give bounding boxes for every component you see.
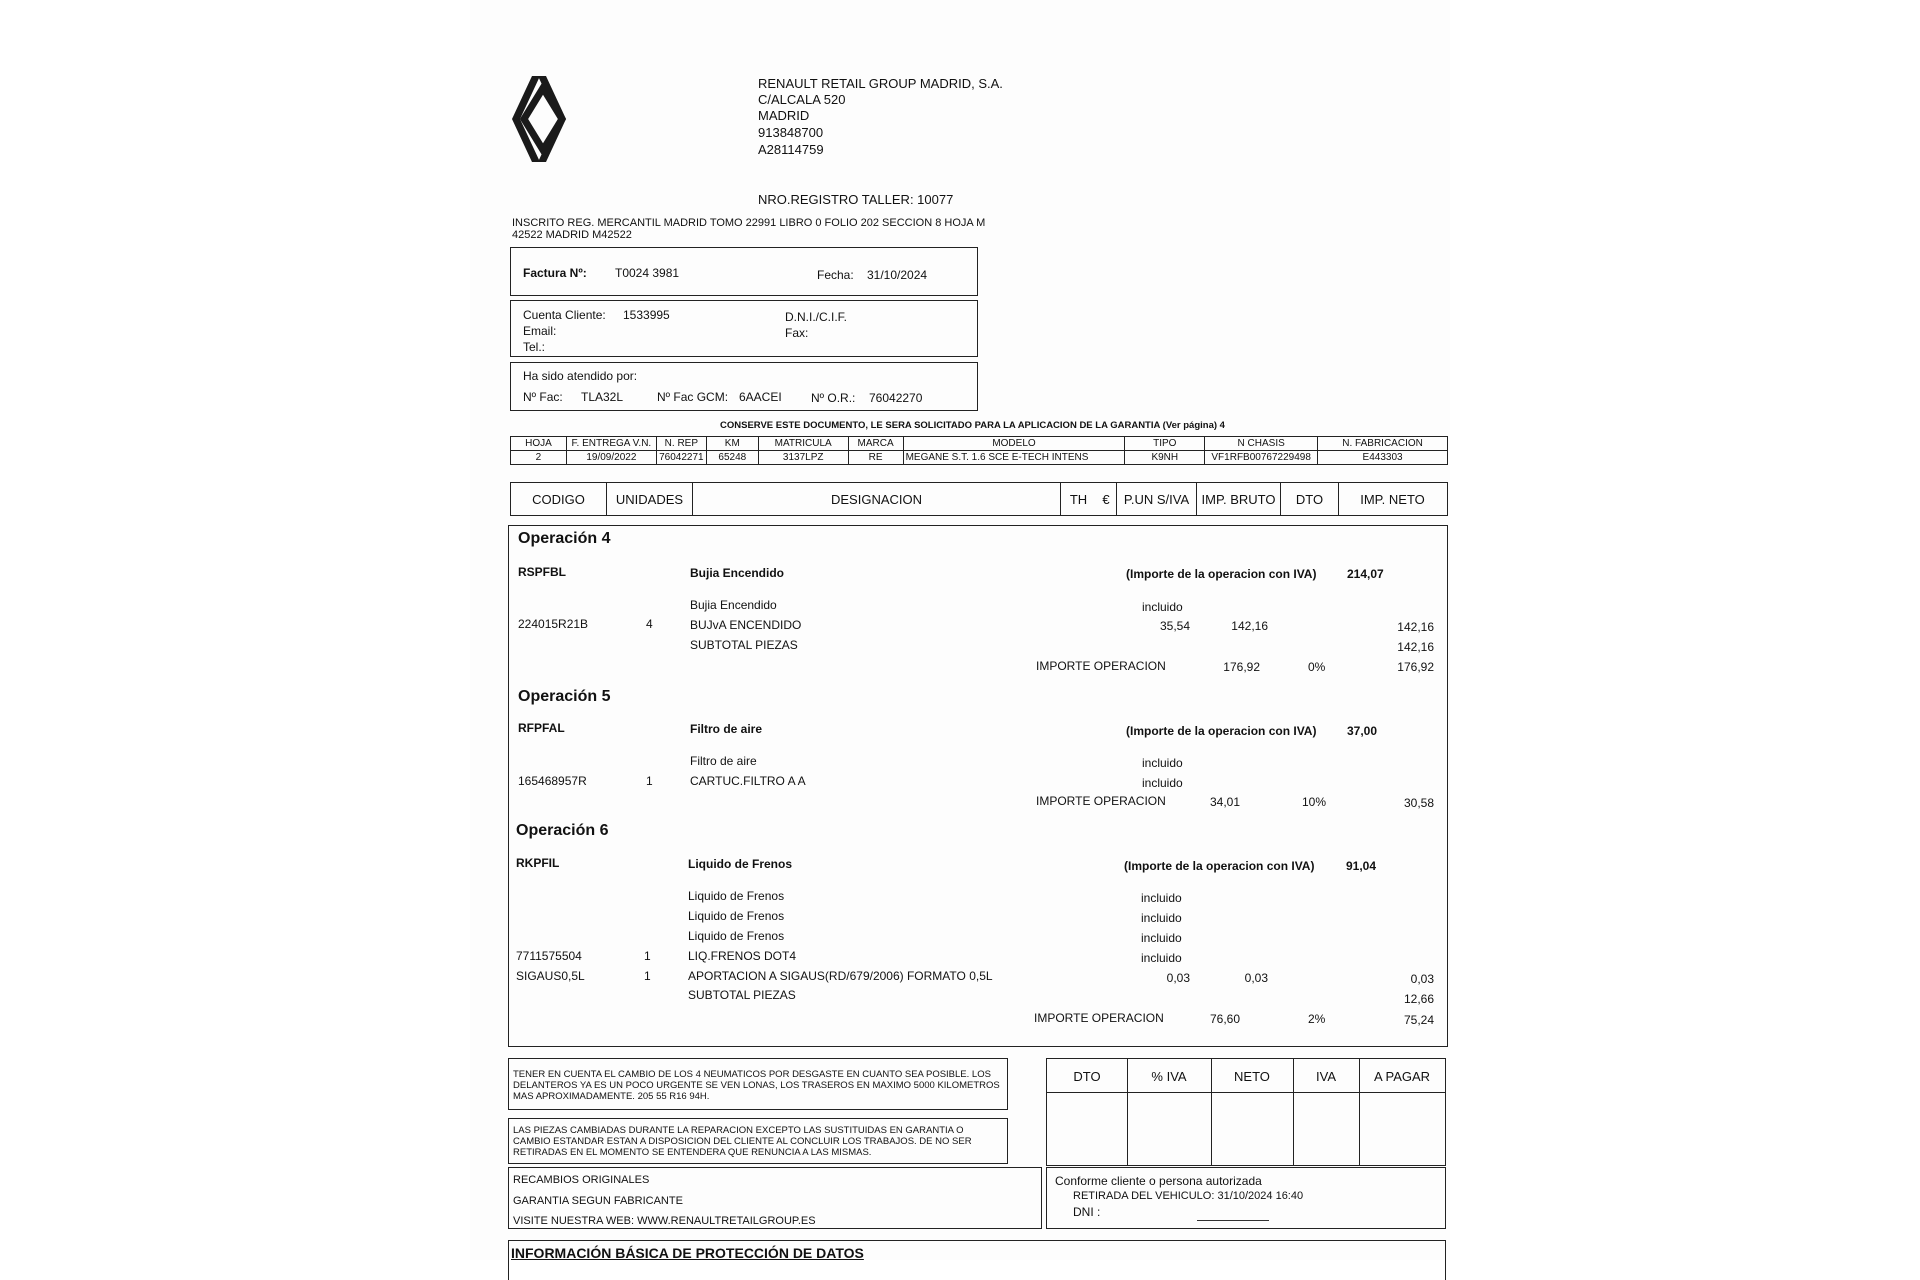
vehicle-value-cell: RE [848, 451, 903, 465]
operation-importe-value: 37,00 [1347, 724, 1378, 738]
line-desc: CARTUC.FILTRO A A [690, 774, 806, 788]
note-piezas: LAS PIEZAS CAMBIADAS DURANTE LA REPARACION EXCEPTO LAS SUSTITUIDAS EN GARANTIA O CAMBIO ESTANDAR ESTAN A DISPOSICION DEL CLIENTE AL CONCLUIR LOS TRABAJOS. DE NO SER RETIRADAS EN EL MOMENTO SE ENTENDERA QUE RENUNCIA A LAS MISMAS. [513, 1125, 972, 1158]
company-address: C/ALCALA 520 [758, 92, 846, 107]
vehicle-header-cell: HOJA [511, 437, 567, 451]
factura-label: Factura Nº: [523, 266, 587, 280]
line-pun: incluido [1142, 776, 1183, 790]
company-name: RENAULT RETAIL GROUP MADRID, S.A. [758, 76, 1003, 91]
vehicle-value-cell: E443303 [1318, 451, 1448, 465]
vehicle-table [510, 436, 1448, 465]
proteccion-datos-title: INFORMACIÓN BÁSICA DE PROTECCIÓN DE DATOS [511, 1245, 864, 1261]
vehicle-value-cell: 2 [511, 451, 567, 465]
website-text: VISITE NUESTRA WEB: WWW.RENAULTRETAILGROUP.ES [513, 1215, 816, 1227]
or-label: Nº O.R.: [811, 391, 856, 405]
operation-importe-label: (Importe de la operacion con IVA) [1124, 859, 1315, 873]
vehicle-header-cell: MATRICULA [758, 437, 848, 451]
line-pun: 35,54 [1159, 619, 1190, 633]
client-box [510, 300, 978, 357]
conforme-box [1046, 1167, 1446, 1229]
operation-name: Bujia Encendido [690, 566, 785, 580]
total-bruto: 34,01 [1209, 795, 1240, 809]
vehicle-value-cell: K9NH [1125, 451, 1205, 465]
lines-header [510, 482, 1448, 516]
cuenta-cliente-value: 1533995 [623, 308, 670, 322]
vehicle-header-cell: KM [706, 437, 758, 451]
attended-box [510, 362, 978, 411]
col-th: TH [1060, 483, 1096, 515]
vehicle-value-cell: 19/09/2022 [566, 451, 656, 465]
operation-importe-value: 214,07 [1347, 567, 1384, 581]
total-neto: 30,58 [1403, 796, 1434, 810]
line-pun: 0,03 [1166, 971, 1190, 985]
renault-logo [510, 74, 576, 164]
operation-name: Filtro de aire [690, 722, 763, 736]
conforme-label: Conforme cliente o persona autorizada [1055, 1174, 1262, 1188]
line-desc: Filtro de aire [690, 754, 757, 768]
note-box-1 [508, 1058, 1008, 1110]
line-units: 4 [646, 617, 653, 631]
col-euro: € [1102, 491, 1110, 507]
totals-header-neto: NETO [1234, 1069, 1270, 1084]
tel-label: Tel.: [523, 340, 546, 354]
totals-header-dto: DTO [1073, 1069, 1101, 1084]
operation-code: RKPFIL [516, 856, 560, 870]
footer-box [508, 1240, 1446, 1280]
note-box-2 [508, 1118, 1008, 1164]
operation-title: Operación 4 [518, 530, 611, 547]
garantia-fabricante: GARANTIA SEGUN FABRICANTE [513, 1195, 683, 1207]
line-neto: 0,03 [1410, 972, 1434, 986]
email-label: Email: [523, 324, 557, 338]
line-bruto: 142,16 [1231, 619, 1268, 633]
atendido-label: Ha sido atendido por: [523, 369, 638, 383]
conserve-note: CONSERVE ESTE DOCUMENTO, LE SERA SOLICITADO PARA LA APLICACION DE LA GARANTIA (Ver página) 4 [720, 420, 1225, 431]
nfac-value: TLA32L [581, 390, 624, 404]
line-desc: Liquido de Frenos [688, 929, 785, 943]
operation-title: Operación 6 [516, 822, 609, 839]
line-desc: LIQ.FRENOS DOT4 [688, 949, 797, 963]
or-value: 76042270 [869, 391, 923, 405]
line-code: 224015R21B [518, 617, 589, 631]
total-dto: 10% [1302, 795, 1327, 809]
col-designacion: DESIGNACION [692, 483, 1060, 515]
total-bruto: 76,60 [1209, 1012, 1240, 1026]
factura-number: T0024 3981 [615, 266, 680, 280]
invoice-page [470, 0, 1450, 1260]
line-pun: incluido [1142, 756, 1183, 770]
line-desc: BUJvA ENCENDIDO [690, 618, 802, 632]
col-dto: DTO [1280, 483, 1338, 515]
col-bruto: IMP. BRUTO [1196, 483, 1280, 515]
registro-mercantil-line2: 42522 MADRID M42522 [512, 229, 632, 241]
nfac-label: Nº Fac: [523, 390, 563, 404]
operation-code: RFPFAL [518, 721, 565, 735]
factura-box [510, 247, 978, 296]
line-neto: 142,16 [1397, 640, 1434, 654]
operation-importe-label: (Importe de la operacion con IVA) [1126, 567, 1317, 581]
line-neto: 142,16 [1397, 620, 1434, 634]
total-neto: 176,92 [1397, 660, 1434, 674]
operation-title: Operación 5 [518, 688, 611, 705]
line-units: 1 [644, 969, 651, 983]
company-phone: 913848700 [758, 125, 824, 140]
vehicle-header-cell: N CHASIS [1205, 437, 1318, 451]
dni-label: D.N.I./C.I.F. [785, 310, 848, 324]
registro-taller: NRO.REGISTRO TALLER: 10077 [758, 192, 954, 207]
operation-code: RSPFBL [518, 565, 566, 579]
totals-header-iva-pct: % IVA [1151, 1069, 1187, 1084]
dni-signature-label: DNI : [1073, 1205, 1101, 1219]
signature-line [1197, 1220, 1269, 1221]
vehicle-header-cell: MODELO [903, 437, 1125, 451]
line-pun: incluido [1141, 891, 1182, 905]
line-desc: Liquido de Frenos [688, 909, 785, 923]
line-desc: Liquido de Frenos [688, 889, 785, 903]
vehicle-header-cell: N. REP [656, 437, 706, 451]
vehicle-value-cell: MEGANE S.T. 1.6 SCE E-TECH INTENS [903, 451, 1125, 465]
gcm-value: 6AACEI [739, 390, 782, 404]
note-box-3 [508, 1167, 1042, 1229]
line-pun: incluido [1141, 931, 1182, 945]
fecha-value: 31/10/2024 [867, 268, 928, 282]
vehicle-header-cell: F. ENTREGA V.N. [566, 437, 656, 451]
vehicle-value-cell: 76042271 [656, 451, 706, 465]
line-pun: incluido [1141, 951, 1182, 965]
total-neto: 75,24 [1403, 1013, 1434, 1027]
recambios-originales: RECAMBIOS ORIGINALES [513, 1174, 650, 1186]
operation-name: Liquido de Frenos [688, 857, 792, 871]
line-units: 1 [646, 774, 653, 788]
line-desc: Bujia Encendido [690, 598, 777, 612]
gcm-label: Nº Fac GCM: [657, 390, 729, 404]
total-bruto: 176,92 [1223, 660, 1260, 674]
operation-importe-label: (Importe de la operacion con IVA) [1126, 724, 1317, 738]
col-codigo: CODIGO [510, 483, 606, 515]
retirada-vehiculo: RETIRADA DEL VEHICULO: 31/10/2024 16:40 [1073, 1190, 1304, 1202]
total-dto: 0% [1308, 660, 1326, 674]
fax-label: Fax: [785, 326, 809, 340]
line-code: SIGAUS0,5L [516, 969, 585, 983]
col-pun: P.UN S/IVA [1116, 483, 1196, 515]
vehicle-value-cell: 3137LPZ [758, 451, 848, 465]
line-desc: SUBTOTAL PIEZAS [688, 988, 796, 1002]
totals-header-a-pagar: A PAGAR [1373, 1069, 1431, 1084]
total-label: IMPORTE OPERACION [1036, 659, 1166, 673]
totals-header-iva: IVA [1316, 1069, 1336, 1084]
vehicle-value-cell: 65248 [706, 451, 758, 465]
line-code: 7711575504 [516, 949, 582, 963]
vehicle-value-cell: VF1RFB00767229498 [1205, 451, 1318, 465]
line-pun: incluido [1141, 911, 1182, 925]
total-label: IMPORTE OPERACION [1036, 794, 1166, 808]
col-neto: IMP. NETO [1338, 483, 1446, 515]
total-label: IMPORTE OPERACION [1034, 1011, 1164, 1025]
line-desc: APORTACION A SIGAUS(RD/679/2006) FORMATO 0,5L [688, 969, 993, 983]
vehicle-header-cell: N. FABRICACION [1318, 437, 1448, 451]
operation-importe-value: 91,04 [1346, 859, 1377, 873]
vehicle-header-cell: MARCA [848, 437, 903, 451]
line-code: 165468957R [518, 774, 587, 788]
line-neto: 12,66 [1403, 992, 1434, 1006]
company-cif: A28114759 [758, 142, 824, 157]
line-units: 1 [644, 949, 651, 963]
line-bruto: 0,03 [1244, 971, 1268, 985]
vehicle-header-cell: TIPO [1125, 437, 1205, 451]
fecha-label: Fecha: [817, 268, 854, 282]
registro-mercantil-line1: INSCRITO REG. MERCANTIL MADRID TOMO 22991 LIBRO 0 FOLIO 202 SECCION 8 HOJA M [512, 217, 986, 229]
totals-box [1046, 1058, 1446, 1166]
vehicle-value-row [511, 451, 1448, 465]
line-pun: incluido [1142, 600, 1183, 614]
total-dto: 2% [1308, 1012, 1326, 1026]
line-desc: SUBTOTAL PIEZAS [690, 638, 798, 652]
cuenta-cliente-label: Cuenta Cliente: [523, 308, 606, 322]
vehicle-header-row [511, 437, 1448, 451]
company-city: MADRID [758, 108, 810, 123]
col-unidades: UNIDADES [606, 483, 692, 515]
note-neumaticos: TENER EN CUENTA EL CAMBIO DE LOS 4 NEUMATICOS POR DESGASTE EN CUANTO SEA POSIBLE. LOS DELANTEROS YA ES UN POCO URGENTE SE VEN LONAS, LOS TRASEROS EN MAXIMO 5000 KILOMETROS MAS APROXIMADAMENTE. 205 55 R16 94H. [513, 1069, 1000, 1102]
